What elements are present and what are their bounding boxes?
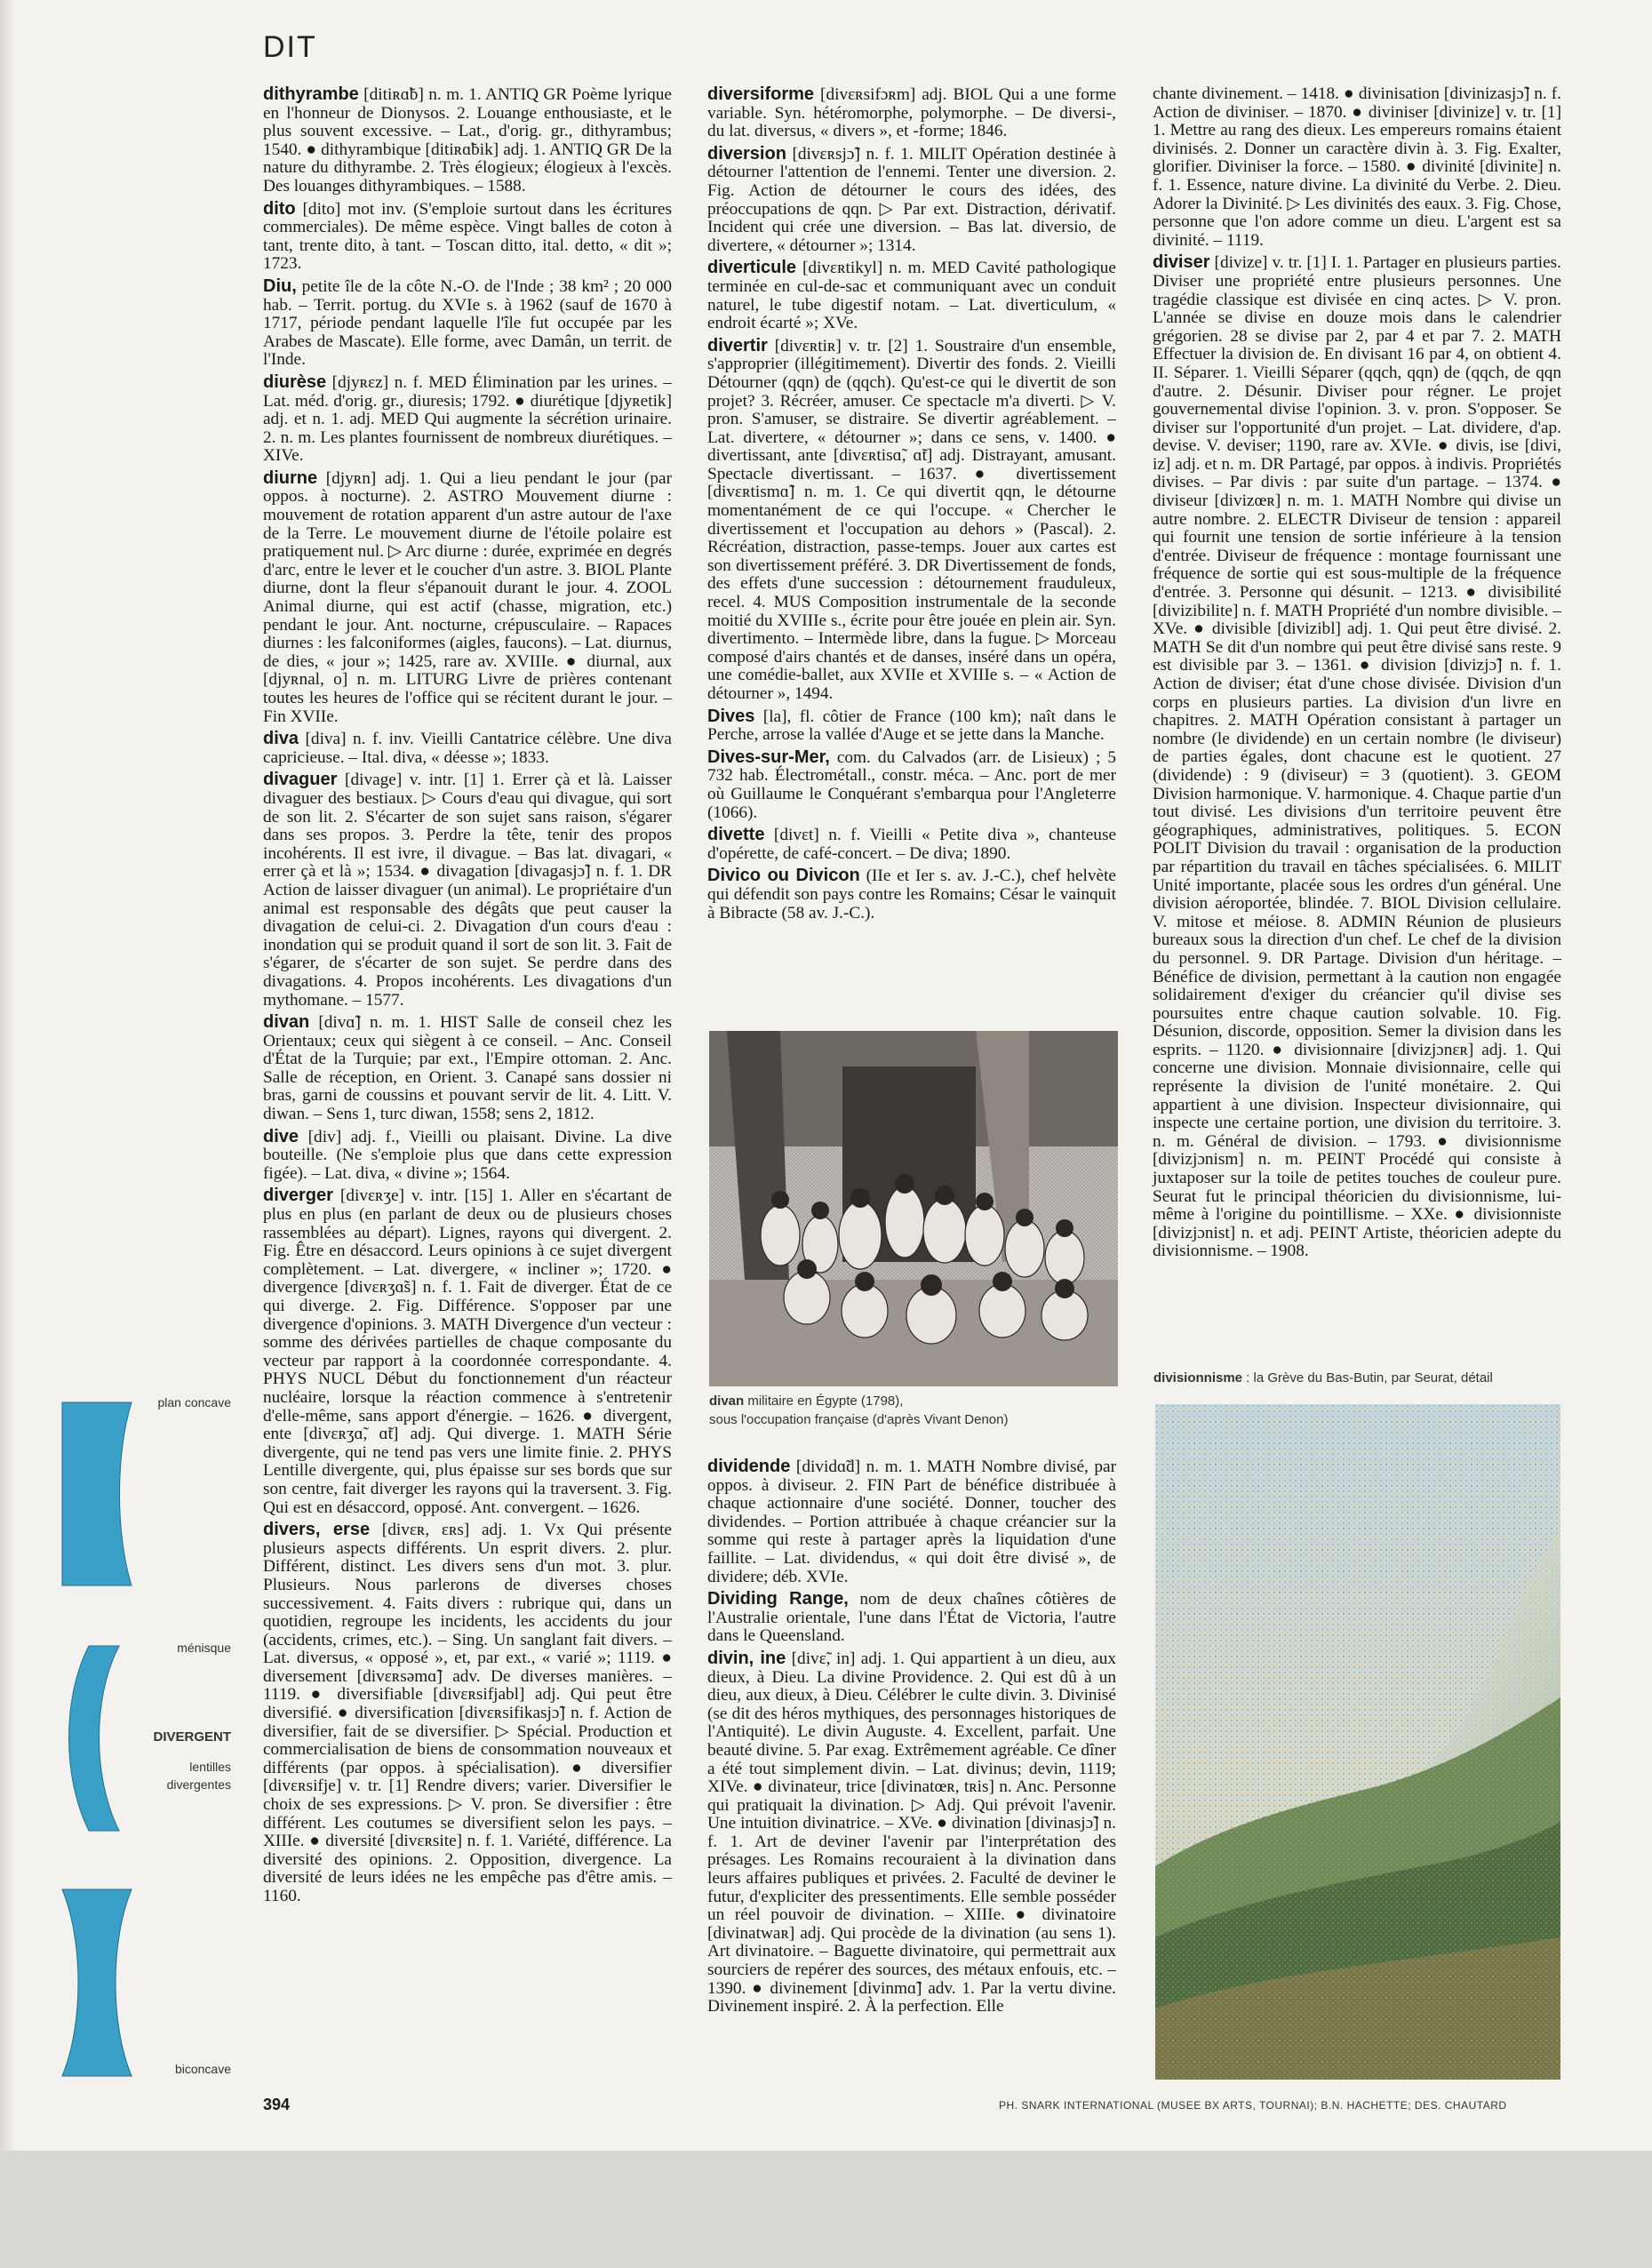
entry-definition: [divɛʀtikyl] n. m. MED Cavité pathologique terminée en cul-de-sac et communiquant avec un conduit naturel, le tube digestif notam. – Lat. diverticulum, « endroit écarté »; XVe. [707,259,1116,333]
entry-headword: dividende [707,1457,791,1476]
dictionary-entry [1153,253,1561,1261]
dictionary-entry [263,730,672,767]
dictionary-entry [707,826,1116,863]
dictionary-entry [707,259,1116,332]
dictionary-entry [707,145,1116,256]
label-biconcave: biconcave [174,2062,231,2076]
entry-definition: [divɑ̃] n. m. 1. HIST Salle de conseil chez les Orientaux; ceux qui siègent à ce conseil. – Anc. Conseil d'État de la Turquie; par ext., l'Empire ottoman. 2. Anc. Salle de réception, en Orient. 3. Canapé sans dossier ni bras, garni de coussins et pouvant servir de lit. 4. Litt. V. diwan. – Sens 1, turc diwan, 1558; sens 2, 1812. [263,1013,672,1124]
entry-headword: diviser [1153,252,1210,273]
entry-definition: [la], fl. côtier de France (100 km); naît dans le Perche, arrose la vallée d'Auge et se jette dans la Manche. [707,707,1116,745]
column-1 [263,85,672,1910]
dictionary-entry [263,469,672,726]
entry-headword: diversiforme [707,84,815,104]
seurat-image-caption [1153,1369,1571,1387]
dictionary-entry [263,1186,672,1517]
entry-definition: [divize] v. tr. [1] I. 1. Partager en plusieurs parties. Diviser une propriété entre plusieurs personnes. Une tragédie classique est divisée en cinq actes. ▷ V. pron. L'année se divise en douze mois dans le calendrier grégorien. 28 se divise par 2, par 4 et par 7. 2. MATH Effectuer la division de. En divisant 16 par 4, on obtient 4. II. Séparer. 1. Vieilli Séparer (qqch, qqn) de (qqch, de qqn d'autre. 2. Désunir. Diviser pour régner. Le projet gouvernemental divise l'opinion. 3. v. pron. S'opposer. Se diviser sur l'opportunité d'un projet. – Lat. dividere, d'ap. devise. V. deviser; 1190, rare av. XVIe. ● divis, ise [divi, iz] adj. et n. m. DR Partagé, par oppos. à indivis. Propriétés divises. – Par divis : par suite d'un partage. – 1374. ● diviseur [divizœʀ] n. m. 1. MATH Nombre qui divise un autre nombre. 2. ELECTR Diviseur de tension : appareil qui fournit une tension de sortie inférieure à la tension d'entrée. Diviseur de fréquence : montage fournissant une fréquence de sortie qui est sous-multiple de la fréquence d'entrée. 3. Personne qui désunit. – 1213. ● divisibilité [divizibilite] n. f. MATH Propriété d'un nombre divisible. – XVe. ● divisible [divizibl] adj. 1. Qui peut être divisé. 2. MATH Se dit d'un nombre qui peut être divisé sans reste. 9 est divisible par 3. – 1361. ● division [divizjɔ̃] n. f. 1. Action de diviser; état d'une chose divisée. Division d'un corps en plusieurs parties. La division d'un livre en chapitres. 2. MATH Opération consistant à partager un nombre (le dividende) en un certain nombre (le diviseur) de parties égales, dont chacune est le quotient. 27 (dividende) : 9 (diviseur) = 3 (quotient). 3. GEOM Division harmonique. V. harmonique. 4. Chaque partie d'un tout divisé. Les divisions d'un territoire peuvent être géographiques, administratives, politiques. 5. ECON POLIT Division du travail : organisation de la production par répartition du travail en tâches spécialisées. 6. MILIT Unité importante, placée sous les ordres d'un général. Une division aéroportée, blindée. 7. BIOL Division cellulaire. V. mitose et méiose. 8. ADMIN Réunion de plusieurs bureaux sous la direction d'un chef. Le chef de la division du personnel. 9. DR Partage. Division d'un héritage. – Bénéfice de division, permettant à la caution non engagée solidairement d'exiger du créancier qu'il divise ses poursuites entre chaque caution solvable. 10. Fig. Désunion, discorde, opposition. Semer la division dans les esprits. – 1120. ● divisionnaire [divizjɔnɛʀ] adj. 1. Qui concerne une division. Monnaie divisionnaire, celle qui représente la division de l'unité monétaire. 2. Qui appartient à une division. Inspecteur divisionnaire, qui inspecte une certaine portion, une division du territoire. 3. n. m. Général de division. – 1793. ● divisionnisme [divizjɔnism] n. m. PEINT Procédé qui consiste à juxtaposer sur la toile de petites touches de couleur pure. Seurat fut le principal théoricien du divisionnisme, lui-même à l'origine du pointillisme. – XXe. ● divisionniste [divizjɔnist] n. et adj. PEINT Artiste, théoricien adepte du divisionnisme. – 1908. [1153,253,1561,1261]
dictionary-entry [263,200,672,274]
plan-concave-lens-icon [60,1401,133,1587]
dictionary-entry [263,373,672,466]
entry-headword: divette [707,825,765,845]
caption-headword: divisionnisme [1153,1370,1243,1386]
page-edge [0,0,16,2151]
dictionary-entry [263,1521,672,1905]
caption-text-line2: sous l'occupation française (d'après Vivant Denon) [709,1412,1009,1427]
entry-headword: dithyrambe [263,84,359,104]
dictionary-entry [707,866,1116,922]
dictionary-entry [263,771,672,1010]
caption-text: : la Grève du Bas-Butin, par Seurat, détail [1242,1370,1493,1386]
label-divergent: DIVERGENT [153,1729,231,1745]
label-menisque: ménisque [177,1641,231,1655]
entry-definition: petite île de la côte N.-O. de l'Inde ; 38 km² ; 20 000 hab. – Territ. portug. du XVIe s. à 1962 (sauf de 1670 à 1717, période pendant laquelle l'île fut occupée par les Arabes de Mascate). Elle forme, avec Damân, un territ. de l'Inde. [263,276,672,370]
entry-definition: [ditiʀɑ̃b] n. m. 1. ANTIQ GR Poème lyrique en l'honneur de Dionysos. 2. Louange enthousiaste, et le plus souvent excessive. – Lat., d'orig. gr., dithyrambus; 1540. ● dithyrambique [ditiʀɑ̃bik] adj. 1. ANTIQ GR De la nature du dithyrambe. 2. Très élogieux; élogieux à l'excès. Des louanges dithyrambiques. – 1588. [263,85,672,196]
entry-headword: diurèse [263,371,327,392]
dictionary-entry [707,748,1116,822]
dictionary-entry [707,1457,1116,1586]
entry-headword: diverger [263,1186,333,1206]
entry-definition: [diva] n. f. inv. Vieilli Cantatrice célèbre. Une diva capricieuse. – Ital. diva, « déesse »; 1833. [263,730,672,767]
page-number: 394 [263,2096,291,2113]
dictionary-entry [263,85,672,196]
dictionary-entry [707,1590,1116,1646]
entry-headword: diva [263,729,299,749]
entry-headword: divertir [707,335,768,355]
entry-headword: diverticule [707,258,797,278]
biconcave-lens-icon [60,1888,133,2078]
divan-image-caption [709,1392,1127,1429]
column-2-lower [707,1457,1116,2020]
entry-definition: chante divinement. – 1418. ● divinisation [divinizasjɔ̃] n. f. Action de diviniser. – 1870. ● diviniser [divinize] v. tr. [1] 1. Mettre au rang des dieux. Les empereurs romains étaient divinisés. 2. Donner un caractère divin à. 3. Fig. Exalter, glorifier. Diviniser la force. – 1580. ● divinité [divinite] n. f. 1. Essence, nature divine. La divinité du Verbe. 2. Dieu. Adorer la Divinité. ▷ Les divinités des eaux. 3. Fig. Chose, personne que l'on adore comme un dieu. L'argent est sa divinité. – 1119. [1153,84,1561,250]
dictionary-entry [263,277,672,370]
entry-definition: (IIe et Ier s. av. J.-C.), chef helvète qui défendit son pays contre les Romains; César le vainquit à Bibracte (58 av. J.-C.). [707,866,1116,922]
entry-headword: Diu, [263,276,297,296]
entry-definition: [djyʀn] adj. 1. Qui a lieu pendant le jour (par oppos. à nocturne). 2. ASTRO Mouvement diurne : mouvement de rotation apparent d'un astre autour de l'axe de la Terre. Le mouvement diurne de l'étoile polaire est pratiquement nul. ▷ Arc diurne : durée, exprimée en degrés d'arc, entre le lever et le coucher d'un astre. 3. BIOL Plante diurne, dont la fleur s'épanouit durant le jour. 4. ZOOL Animal diurne, qui est actif (chasse, migration, etc.) pendant le jour. Ant. nocturne, crépusculaire. – Rapaces diurnes : les falconiformes (aigles, faucons). – Lat. diurnus, de dies, « jour »; 1425, rare av. XVIIIe. ● diurnal, aux [djyʀnal, o] n. m. LITURG Livre de prières contenant toutes les heures de l'office qui se récitent durant le jour. – Fin XVIIe. [263,468,672,726]
entry-headword: Divico ou Divicon [707,866,860,886]
entry-definition: com. du Calvados (arr. de Lisieux) ; 5 732 hab. Électrométall., constr. méca. – Anc. port de mer où Guillaume le Conquérant s'embarqua pour l'Angleterre (1066). [707,747,1116,822]
entry-definition: [djyʀɛz] n. f. MED Élimination par les urines. – Lat. méd. d'orig. gr., diuresis; 1792. ● diurétique [djyʀetik] adj. et n. 1. adj. MED Qui augmente la sécrétion urinaire. 2. n. m. Les plantes fournissent de nombreux diurétiques. – XIVe. [263,372,672,466]
caption-text: militaire en Égypte (1798), [744,1394,904,1409]
entry-headword: divan [263,1012,310,1033]
entry-headword: dito [263,198,296,219]
entry-definition: [divɛʀsjɔ̃] n. f. 1. MILIT Opération destinée à détourner l'attention de l'ennemi. Tenter une diversion. 2. Fig. Action de détourner le cours des idées, des préoccupations de qqn. ▷ Par ext. Distraction, dérivatif. Incident qui crée une diversion. – Bas lat. diversio, de divertere, « détourner »; 1314. [707,144,1116,255]
column-2 [707,85,1116,926]
entry-headword: Dives-sur-Mer, [707,747,830,767]
dictionary-entry [263,1013,672,1124]
entry-headword: Dividing Range, [707,1589,849,1609]
dictionary-entry [263,1128,672,1184]
entry-definition: [dividɑ̃d] n. m. 1. MATH Nombre divisé, par oppos. à diviseur. 2. FIN Part de bénéfice distribuée à chaque actionnaire d'une société. Donner, toucher des dividendes. – Portion attribuée à chaque créancier sur la somme qui reste à partager après la liquidation d'une faillite. – Lat. dividendus, « qui doit être divisé », de dividere; déb. XVIe. [707,1457,1116,1586]
entry-headword: dive [263,1126,299,1146]
entry-definition: [dito] mot inv. (S'emploie surtout dans les écritures commerciales). De même espèce. Vingt balles de coton à tant, trente dito, à tant. – Toscan ditto, ital. detto, « dit »; 1723. [263,199,672,274]
label-lentilles: lentilles [189,1760,231,1774]
entry-headword: divaguer [263,770,338,790]
dictionary-entry [707,337,1116,704]
dictionary-entry [1153,85,1561,250]
scan-background [0,2151,1652,2268]
entry-definition: nom de deux chaînes côtières de l'Australie orientale, l'une dans l'État de Victoria, l'autre dans le Queensland. [707,1590,1116,1646]
entry-definition: [divage] v. intr. [1] 1. Errer çà et là. Laisser divaguer des bestiaux. ▷ Cours d'eau qui divague, qui sort de son lit. 2. S'écarter de son sujet sans raison, s'égarer dans ses propos. 3. Perdre la tête, tenir des propos incohérents. Il est ivre, il divague. – Bas lat. divagari, « errer çà et là »; 1534. ● divagation [divagasjɔ̃] n. f. 1. DR Action de laisser divaguer (un animal). Le propriétaire d'un animal est responsable des dégâts que peut causer la divagation de celui-ci. 2. Divagation d'un cours d'eau : inondation qui se produit quand il sort de son lit. 3. Fait de s'égarer, de s'écarter de son sujet. Se perdre dans des divagations. 4. Propos incohérents. Les divagations d'un mythomane. – 1577. [263,771,672,1010]
entry-definition: [divɛʀ, ɛʀs] adj. 1. Vx Qui présente plusieurs aspects différents. Un esprit divers. 2. plur. Différent, distinct. Les divers sens d'un mot. 3. plur. Plusieurs. Nous parlerons de diverses choses successivement. 4. Faits divers : rubrique qui, dans un quotidien, regroupe les incidents, les accidents du jour (accidents, crimes, etc.). – Sing. Un sanglant fait divers. – Lat. diversus, « opposé », et, par ext., « varié »; 1119. ● diversement [divɛʀsəmɑ̃] adv. De diverses manières. – 1119. ● diversifiable [divɛʀsifjabl] adj. Qui peut être diversifié. ● diversification [divɛʀsifikasjɔ̃] n. f. Action de diversifier, fait de se diversifier. ▷ Spécial. Production et commercialisation de biens de consommation nouveaux et différents (par oppos. à spécialisation). ● diversifier [divɛʀsifje] v. tr. [1] Rendre divers; varier. Diversifier le choix de ses expressions. ▷ V. pron. Se diversifier : être différent. Les coutumes se diversifient selon les pays. – XIIIe. ● diversité [divɛʀsite] n. f. 1. Variété, différence. La diversité des opinions. 2. Opposition, divergence. La diversité de leurs idées ne les empêche pas d'être amis. – 1160. [263,1521,672,1905]
page-header-title: DIT [263,30,317,64]
entry-definition: [div] adj. f., Vieilli ou plaisant. Divine. La dive bouteille. (Ne s'emploie plus que dans cette expression figée). – Lat. diva, « divine »; 1564. [263,1127,672,1183]
entry-headword: divers, erse [263,1520,371,1540]
entry-headword: diversion [707,143,786,164]
photo-credits: PH. SNARK INTERNATIONAL (MUSEE BX ARTS, TOURNAI); B.N. HACHETTE; DES. CHAUTARD [999,2099,1507,2112]
dictionary-entry [707,85,1116,141]
column-3 [1153,85,1561,1265]
dictionary-entry [707,1649,1116,2016]
entry-headword: diurne [263,467,318,488]
seurat-painting-image [1155,1404,1560,2080]
entry-definition: [divɛʀsifɔʀm] adj. BIOL Qui a une forme variable. Syn. hétéromorphe, polymorphe. – De diversi-, du lat. diversus, « divers », et -forme; 1846. [707,85,1116,141]
entry-headword: Dives [707,706,755,726]
entry-definition: [divɛt] n. f. Vieilli « Petite diva », chanteuse d'opérette, de café-concert. – De diva; 1890. [707,826,1116,863]
caption-headword: divan [709,1394,745,1409]
label-plan-concave: plan concave [157,1395,231,1410]
entry-definition: [divɛʀʒe] v. intr. [15] 1. Aller en s'écartant de plus en plus (en parlant de deux ou de plusieurs choses rassemblées au départ). Lignes, rayons qui divergent. 2. Fig. Être en désaccord. Leurs opinions à ce sujet divergent complètement. – Lat. divergere, « incliner »; 1720. ● divergence [divɛʀʒɑ̃s] n. f. 1. Fait de diverger. État de ce qui diverge. 2. Fig. Différence. S'opposer par une divergence d'opinions. 3. MATH Divergence d'un vecteur : somme des dérivées partielles de chaque composante du vecteur par rapport à la coordonnée correspondante. 4. PHYS NUCL Début du fonctionnement d'un réacteur nucléaire, lorsque la réaction commence à s'entretenir d'elle-même, sans apport d'énergie. – 1626. ● divergent, ente [divɛʀʒɑ̃, ɑ̃t] adj. Qui diverge. 1. MATH Série divergente, qui ne tend pas vers une limite finie. 2. PHYS Lentille divergente, qui, plus épaisse sur ses bords que sur son centre, fait diverger les rayons qui la traversent. 3. Fig. Qui est en désaccord, opposé. Ant. convergent. – 1626. [263,1186,672,1517]
label-divergentes: divergentes [166,1777,231,1792]
entry-definition: [divɛ̃, in] adj. 1. Qui appartient à un dieu, aux dieux, à Dieu. La divine Providence. 2. Qui est dû à un dieu, aux dieux, à Dieu. Célébrer le culte divin. 3. Divinisé (se dit des héros mythiques, des personnages historiques de l'Antiquité). Le divin Auguste. 4. Excellent, parfait. Une beauté divine. 5. Par exag. Extrêmement agréable. Ce dîner a été tout simplement divin. – Lat. divinus; devin, 1119; XIVe. ● divinateur, trice [divinatœʀ, tʀis] n. Anc. Personne qui pratiquait la divination. ▷ Adj. Qui prévoit l'avenir. Une intuition divinatrice. – XVe. ● divination [divinasjɔ̃] n. f. 1. Art de deviner l'avenir par l'interprétation des présages. Les Romains recouraient à la divination dans leurs affaires publiques et privées. 2. Faculté de deviner le futur, d'expliciter des pressentiments. Elle semble posséder un réel pouvoir de divination. – XIIIe. ● divinatoire [divinatwaʀ] adj. Qui procède de la divination (au sens 1). Art divinatoire. – Baguette divinatoire, qui permettrait aux sourciers de repérer des sources, des métaux enfouis, etc. – 1390. ● divinement [divinmɑ̃] adv. 1. Par la vertu divine. Divinement inspiré. 2. À la perfection. Elle [707,1649,1116,2016]
entry-definition: [divɛʀtiʀ] v. tr. [2] 1. Soustraire d'un ensemble, s'approprier (illégitimement). Divertir des fonds. 2. Vieilli Détourner (qqn) de (qqch). Qu'est-ce qui le divertit de son projet? 3. Récréer, amuser. Ce spectacle m'a diverti. ▷ V. pron. S'amuser, se distraire. Se divertir agréablement. – Lat. divertere, « détourner »; dans ce sens, v. 1400. ● divertissant, ante [divɛʀtisɑ̃, ɑ̃t] adj. Distrayant, amusant. Spectacle divertissant. – 1637. ● divertissement [divɛʀtismɑ̃] n. m. 1. Ce qui divertit qqn, le détourne momentanément de ce qui l'occupe. « Chercher le divertissement et l'occupation au dehors » (Pascal). 2. Récréation, distraction, passe-temps. Jouer aux cartes est son divertissement préféré. 3. DR Divertissement de fonds, des effets d'une succession : détournement frauduleux, recel. 4. MUS Composition instrumentale de la seconde moitié du XVIIIe s., écrite pour être jouée en plein air. Syn. divertimento. – Intermède libre, dans la fugue. ▷ Morceau composé d'airs chantés et de danses, inséré dans un opéra, une comédie-ballet, aux XVIIe et XVIIIe s. – « Action de détourner », 1494. [707,336,1116,703]
divan-engraving-image [709,1031,1118,1386]
dictionary-entry [707,707,1116,745]
entry-headword: divin, ine [707,1648,786,1668]
